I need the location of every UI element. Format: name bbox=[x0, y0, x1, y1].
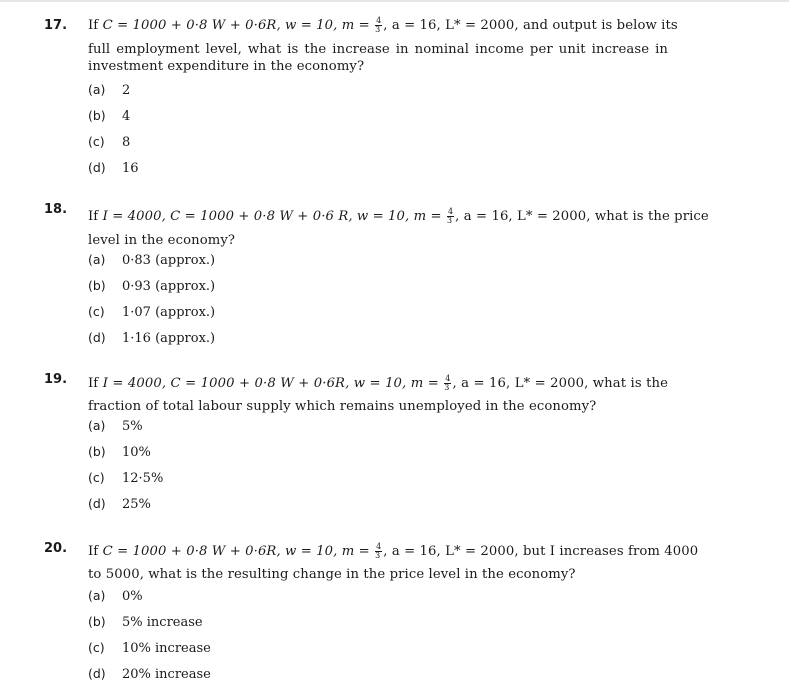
question-stem bbox=[88, 207, 709, 251]
option-d[interactable]: (d) 1·16 (approx.) bbox=[88, 330, 216, 346]
option-c[interactable]: (c) 12·5% bbox=[88, 470, 164, 486]
option-c[interactable]: (c) 1·07 (approx.) bbox=[88, 304, 216, 320]
option-a[interactable]: (a) 2 bbox=[88, 82, 131, 98]
fraction: $\frac{4}{3}$ bbox=[444, 374, 451, 392]
stem-line-1: If I = 4000, C = 1000 + 0·8 W + 0·6R, w = 10, m = $\frac{4}{3}$ , a = 16, L* = 2000, what is the bbox=[88, 374, 668, 392]
stem-line-1: If C = 1000 + 0·8 W + 0·6R, w = 10, m = $\frac{4}{3}$ , a = 16, L* = 2000, but I increases from 4000 bbox=[88, 542, 699, 560]
stem-line-2: full employment level, what is the increase in nominal income per unit increase in bbox=[88, 42, 668, 57]
page-top-border bbox=[0, 0, 789, 2]
stem-line-1: If C = 1000 + 0·8 W + 0·6R, w = 10, m = $\frac{4}{3}$ , a = 16, L* = 2000, and output is below its bbox=[88, 16, 678, 34]
fraction: $\frac{4}{3}$ bbox=[375, 16, 382, 34]
option-a[interactable]: (a) 5% bbox=[88, 418, 143, 434]
equation: I = 4000, C = 1000 + 0·8 W + 0·6R, w = 10, m = bbox=[102, 376, 444, 391]
stem-line-1: If I = 4000, C = 1000 + 0·8 W + 0·6 R, w = 10, m = $\frac{4}{3}$ , a = 16, L* = 2000, what is the price bbox=[88, 207, 709, 225]
option-b[interactable]: (b) 4 bbox=[88, 108, 131, 124]
question-stem bbox=[88, 374, 668, 417]
option-b[interactable]: (b) 0·93 (approx.) bbox=[88, 278, 216, 294]
option-a[interactable]: (a) 0% bbox=[88, 588, 143, 604]
stem-line-2: level in the economy? bbox=[88, 233, 236, 248]
fraction: $\frac{4}{3}$ bbox=[446, 207, 454, 225]
equation: C = 1000 + 0·8 W + 0·6R, w = 10, m = bbox=[102, 18, 375, 33]
question-stem bbox=[88, 16, 678, 77]
fraction: $\frac{4}{3}$ bbox=[375, 542, 382, 560]
option-c[interactable]: (c) 8 bbox=[88, 134, 131, 150]
question-number: 17. bbox=[44, 18, 68, 33]
option-b[interactable]: (b) 10% bbox=[88, 444, 151, 460]
equation: I = 4000, C = 1000 + 0·8 W + 0·6 R, w = 10, m = bbox=[102, 209, 446, 224]
equation: C = 1000 + 0·8 W + 0·6R, w = 10, m = bbox=[102, 544, 375, 559]
question-stem bbox=[88, 542, 699, 585]
stem-line-2: to 5000, what is the resulting change in the price level in the economy? bbox=[88, 567, 576, 582]
question-number: 19. bbox=[44, 372, 68, 387]
question-number: 18. bbox=[44, 202, 68, 217]
question-number: 20. bbox=[44, 541, 68, 556]
option-a[interactable]: (a) 0·83 (approx.) bbox=[88, 252, 216, 268]
option-d[interactable]: (d) 25% bbox=[88, 496, 151, 512]
option-c[interactable]: (c) 10% increase bbox=[88, 640, 211, 656]
option-b[interactable]: (b) 5% increase bbox=[88, 614, 203, 630]
stem-line-2: fraction of total labour supply which remains unemployed in the economy? bbox=[88, 399, 597, 414]
option-d[interactable]: (d) 16 bbox=[88, 160, 139, 176]
stem-line-3: investment expenditure in the economy? bbox=[88, 59, 365, 74]
option-d[interactable]: (d) 20% increase bbox=[88, 666, 211, 682]
